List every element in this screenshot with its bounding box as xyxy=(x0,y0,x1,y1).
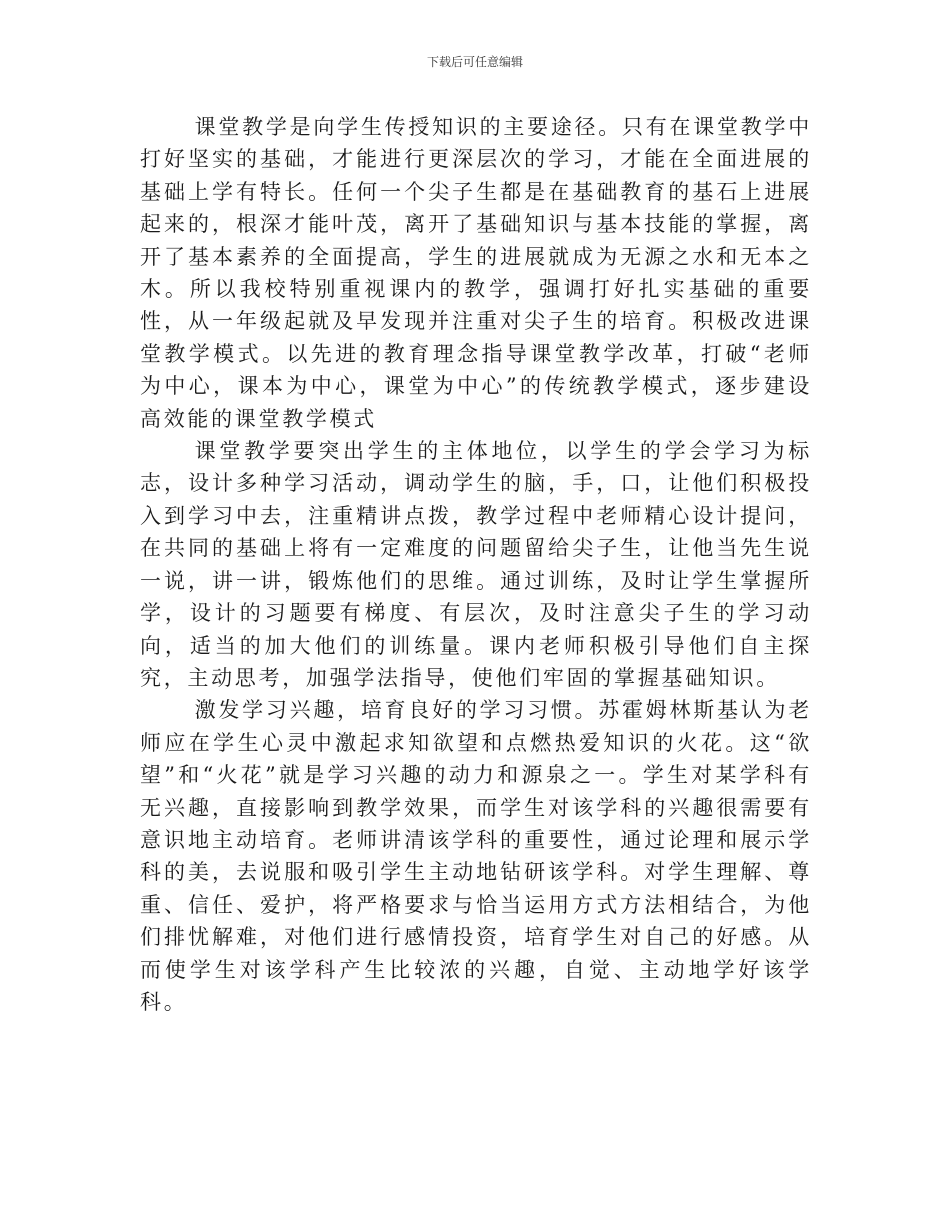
paragraph-learning-interest: 激发学习兴趣，培育良好的学习习惯。苏霍姆林斯基认为老师应在学生心灵中激起求知欲望和点燃热爱知识的火花。这“欲望”和“火花”就是学习兴趣的动力和源泉之一。学生对某学科有无兴趣，直接影响到教学效果，而学生对该学科的兴趣很需要有意识地主动培育。老师讲清该学科的重要性，通过论理和展示学科的美，去说服和吸引学生主动地钻研该学科。对学生理解、尊重、信任、爱护，将严格要求与恰当运用方式方法相结合，为他们排忧解难，对他们进行感情投资，培育学生对自己的好感。从而使学生对该学科产生比较浓的兴趣，自觉、主动地学好该学科。 xyxy=(140,698,812,1014)
document-body xyxy=(140,111,812,1018)
paragraph-classroom-teaching: 课堂教学是向学生传授知识的主要途径。只有在课堂教学中打好坚实的基础，才能进行更深层次的学习，才能在全面进展的基础上学有特长。任何一个尖子生都是在基础教育的基石上进展起来的，根深才能叶茂，离开了基础知识与基本技能的掌握，离开了基本素养的全面提高，学生的进展就成为无源之水和无本之木。所以我校特别重视课内的教学，强调打好扎实基础的重要性，从一年级起就及早发现并注重对尖子生的培育。积极改进课堂教学模式。以先进的教育理念指导课堂教学改革，打破“老师为中心，课本为中心，课堂为中心”的传统教学模式，逐步建设高效能的课堂教学模式 xyxy=(140,115,812,431)
paragraph-student-subject: 课堂教学要突出学生的主体地位，以学生的学会学习为标志，设计多种学习活动，调动学生的脑，手，口，让他们积极投入到学习中去，注重精讲点拨，教学过程中老师精心设计提问，在共同的基础上将有一定难度的问题留给尖子生，让他当先生说一说，讲一讲，锻炼他们的思维。通过训练，及时让学生掌握所学，设计的习题要有梯度、有层次，及时注意尖子生的学习动向，适当的加大他们的训练量。课内老师积极引导他们自主探究，主动思考，加强学法指导，使他们牢固的掌握基础知识。 xyxy=(140,439,812,690)
page-header: 下载后可任意编辑 xyxy=(426,55,523,69)
